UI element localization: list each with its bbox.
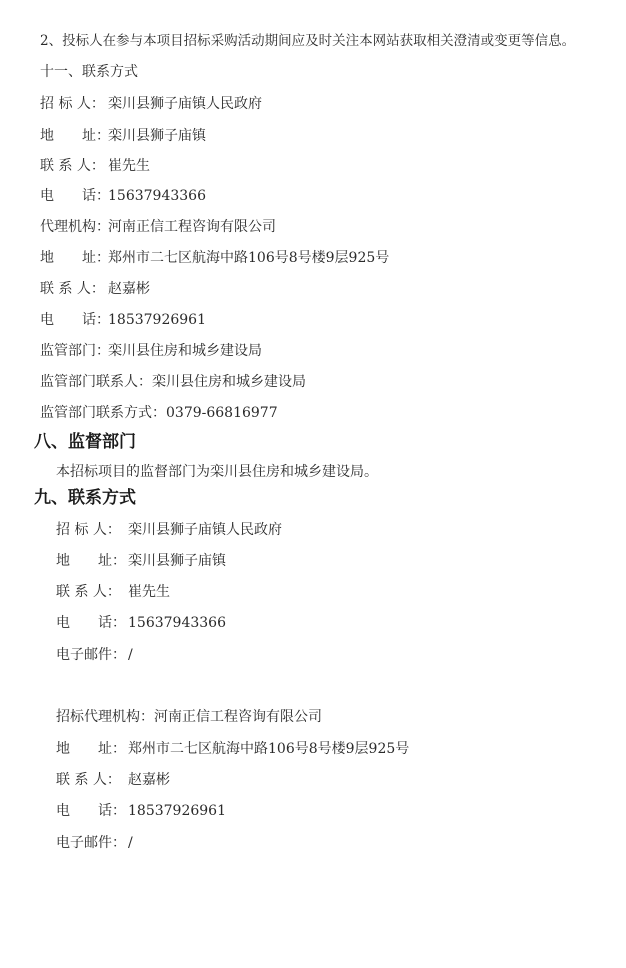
- row-value: 赵嘉彬: [108, 281, 150, 297]
- contact-row-supervisor-contact: [40, 373, 306, 391]
- row-label: 电 话：: [40, 312, 110, 328]
- row-value: 崔先生: [108, 158, 150, 174]
- row-label: 联 系 人：: [56, 772, 121, 788]
- row-value: 郑州市二七区航海中路106号8号楼9层925号: [128, 741, 410, 757]
- row-value: 18537926961: [128, 803, 226, 819]
- row-value: 栾川县狮子庙镇人民政府: [108, 96, 262, 112]
- row-value: 栾川县住房和城乡建设局: [108, 343, 262, 359]
- notice-item-2: 2、投标人在参与本项目招标采购活动期间应及时关注本网站获取相关澄清或变更等信息。: [40, 33, 576, 49]
- row-label: 地 址：: [40, 250, 110, 266]
- row-label: 代理机构：: [40, 219, 110, 235]
- row-value: 0379-66816977: [166, 405, 278, 421]
- agency-row-address: [56, 740, 409, 758]
- row-label: 联 系 人：: [40, 158, 105, 174]
- contact-row-address: [40, 127, 206, 145]
- row-label: 招 标 人：: [56, 522, 121, 538]
- row-value: /: [128, 647, 133, 663]
- tenderer-row-name: [56, 521, 282, 539]
- row-value: 崔先生: [128, 584, 170, 600]
- contact-row-supervisor-phone: [40, 404, 278, 422]
- row-label: 联 系 人：: [56, 584, 121, 600]
- tenderer-row-phone: [56, 614, 226, 632]
- row-label: 招 标 人：: [40, 96, 105, 112]
- row-label: 电子邮件：: [56, 835, 126, 851]
- row-value: 15637943366: [128, 615, 226, 631]
- tenderer-row-contact: [56, 583, 170, 601]
- row-label: 电 话：: [56, 615, 126, 631]
- contact-row-supervisor: [40, 342, 262, 360]
- row-value: 栾川县住房和城乡建设局: [152, 374, 306, 390]
- row-label: 地 址：: [56, 741, 126, 757]
- contact-row-agency: [40, 218, 276, 236]
- section-heading-supervision: 八、监督部门: [34, 432, 136, 452]
- row-value: 栾川县狮子庙镇: [108, 128, 206, 144]
- row-value: 18537926961: [108, 312, 206, 328]
- section-heading-contact-11: 十一、联系方式: [40, 64, 138, 80]
- contact-row-agency-address: [40, 249, 389, 267]
- contact-row-agency-contact: [40, 280, 150, 298]
- row-label: 监管部门：: [40, 343, 110, 359]
- contact-row-agency-phone: [40, 311, 206, 329]
- contact-row-tenderer: [40, 95, 262, 113]
- row-label: 监管部门联系方式：: [40, 405, 166, 421]
- tenderer-row-address: [56, 552, 226, 570]
- agency-row-phone: [56, 802, 226, 820]
- row-value: 栾川县狮子庙镇人民政府: [128, 522, 282, 538]
- row-label: 招标代理机构：: [56, 709, 154, 725]
- agency-row-email: [56, 834, 133, 852]
- contact-row-phone: [40, 187, 206, 205]
- row-value: 河南正信工程咨询有限公司: [108, 219, 276, 235]
- row-value: /: [128, 835, 133, 851]
- contact-row-contact-person: [40, 157, 150, 175]
- row-label: 地 址：: [56, 553, 126, 569]
- agency-row-contact: [56, 771, 170, 789]
- row-value: 栾川县狮子庙镇: [128, 553, 226, 569]
- row-label: 监管部门联系人：: [40, 374, 152, 390]
- supervision-text: 本招标项目的监督部门为栾川县住房和城乡建设局。: [56, 464, 378, 480]
- section-heading-contact-9: 九、联系方式: [34, 488, 136, 508]
- row-label: 联 系 人：: [40, 281, 105, 297]
- row-label: 地 址：: [40, 128, 110, 144]
- row-value: 15637943366: [108, 188, 206, 204]
- row-label: 电子邮件：: [56, 647, 126, 663]
- row-value: 河南正信工程咨询有限公司: [154, 709, 322, 725]
- row-label: 电 话：: [56, 803, 126, 819]
- row-value: 郑州市二七区航海中路106号8号楼9层925号: [108, 250, 390, 266]
- row-label: 电 话：: [40, 188, 110, 204]
- tenderer-row-email: [56, 646, 133, 664]
- row-value: 赵嘉彬: [128, 772, 170, 788]
- agency-title-row: [56, 708, 322, 726]
